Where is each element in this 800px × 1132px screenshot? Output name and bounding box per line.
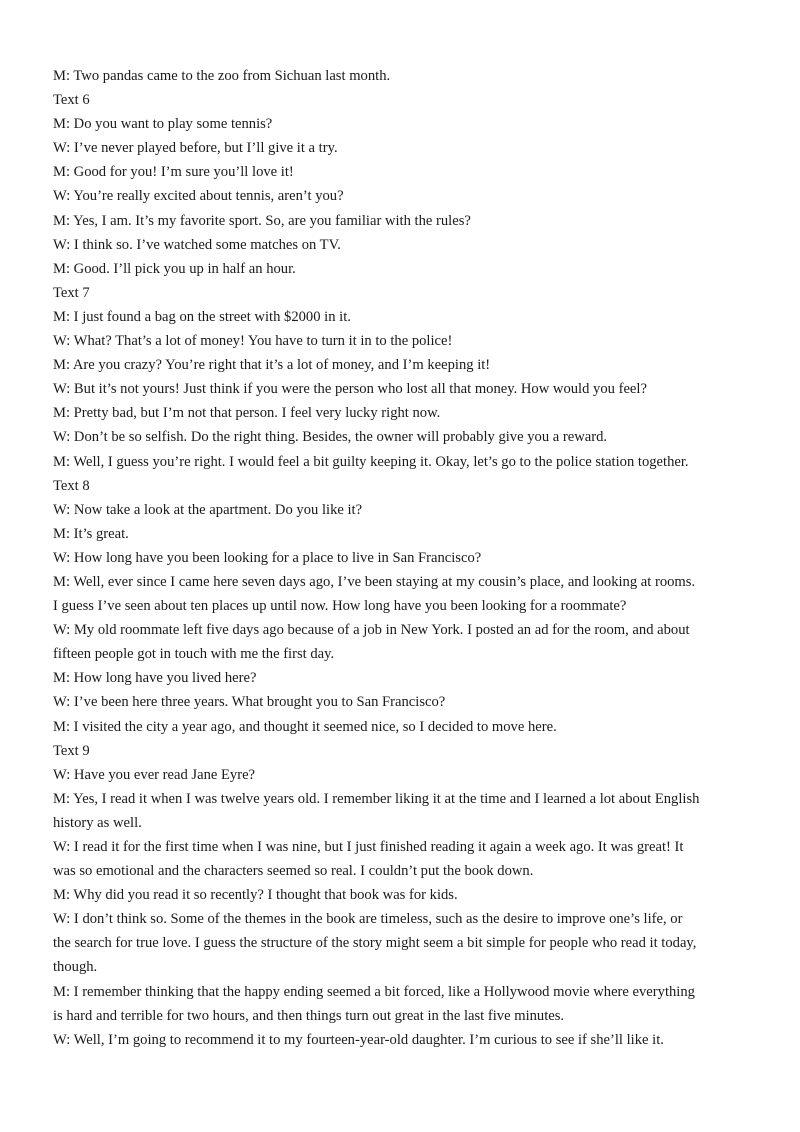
dialogue-line-continued: the search for true love. I guess the structure of the story might seem a bit simple for people who read it today, (53, 935, 697, 952)
dialogue-line: W: You’re really excited about tennis, aren’t you? (53, 188, 344, 205)
dialogue-line: W: Have you ever read Jane Eyre? (53, 766, 256, 783)
dialogue-line: M: How long have you lived here? (53, 670, 257, 687)
dialogue-line-continued: was so emotional and the characters seemed so real. I couldn’t put the book down. (53, 863, 534, 880)
dialogue-line: W: How long have you been looking for a place to live in San Francisco? (53, 549, 482, 566)
dialogue-line: M: Well, ever since I came here seven days ago, I’ve been staying at my cousin’s place, and looking at rooms. (53, 573, 696, 590)
dialogue-line: M: Yes, I am. It’s my favorite sport. So, are you familiar with the rules? (53, 212, 471, 229)
dialogue-line: W: I read it for the first time when I was nine, but I just finished reading it again a week ago. It was great! It (53, 839, 684, 855)
dialogue-line: W: Well, I’m going to recommend it to my fourteen-year-old daughter. I’m curious to see if she’ll like it. (53, 1031, 664, 1048)
dialogue-line: M: Why did you read it so recently? I thought that book was for kids. (53, 887, 458, 904)
dialogue-line: M: I visited the city a year ago, and thought it seemed nice, so I decided to move here. (53, 718, 557, 735)
dialogue-line: W: What? That’s a lot of money! You have to turn it in to the police! (53, 333, 453, 350)
dialogue-line-continued: I guess I’ve seen about ten places up until now. How long have you been looking for a roommate? (53, 598, 627, 615)
dialogue-line: W: Now take a look at the apartment. Do you like it? (53, 501, 363, 518)
dialogue-line: W: My old roommate left five days ago because of a job in New York. I posted an ad for the room, and about (53, 622, 690, 639)
dialogue-line-continued: is hard and terrible for two hours, and then things turn out great in the last five minutes. (53, 1007, 565, 1024)
dialogue-line: W: I think so. I’ve watched some matches on TV. (53, 236, 341, 253)
section-heading-text-8: Text 8 (53, 477, 90, 494)
dialogue-line-continued: though. (53, 959, 98, 976)
section-heading-text-7: Text 7 (53, 284, 90, 301)
dialogue-line-continued: history as well. (53, 814, 142, 831)
dialogue-line: M: Two pandas came to the zoo from Sichuan last month. (53, 68, 391, 84)
dialogue-line: W: But it’s not yours! Just think if you were the person who lost all that money. How would you feel? (53, 381, 647, 398)
dialogue-line: W: I’ve never played before, but I’ll give it a try. (53, 140, 338, 157)
dialogue-line: W: Don’t be so selfish. Do the right thing. Besides, the owner will probably give you a reward. (53, 429, 608, 446)
dialogue-line: M: It’s great. (53, 525, 129, 542)
dialogue-line: M: Yes, I read it when I was twelve years old. I remember liking it at the time and I learned a lot about English (53, 790, 700, 807)
dialogue-line: M: Are you crazy? You’re right that it’s a lot of money, and I’m keeping it! (53, 357, 491, 374)
dialogue-line-continued: fifteen people got in touch with me the first day. (53, 646, 335, 663)
dialogue-line: W: I’ve been here three years. What brought you to San Francisco? (53, 694, 446, 711)
dialogue-line: M: Well, I guess you’re right. I would feel a bit guilty keeping it. Okay, let’s go to the police station together. (53, 453, 689, 470)
dialogue-line: M: I just found a bag on the street with $2000 in it. (53, 308, 351, 325)
section-heading-text-9: Text 9 (53, 742, 90, 759)
dialogue-line: M: Good. I’ll pick you up in half an hour. (53, 260, 296, 277)
dialogue-line: W: I don’t think so. Some of the themes in the book are timeless, such as the desire to improve one’s life, or (53, 911, 683, 928)
dialogue-line: M: Good for you! I’m sure you’ll love it! (53, 164, 294, 181)
section-heading-text-6: Text 6 (53, 92, 90, 109)
dialogue-line: M: I remember thinking that the happy ending seemed a bit forced, like a Hollywood movie where everything (53, 983, 695, 1000)
dialogue-line: M: Do you want to play some tennis? (53, 116, 273, 133)
dialogue-line: M: Pretty bad, but I’m not that person. I feel very lucky right now. (53, 405, 441, 422)
transcript-body (53, 64, 753, 1052)
